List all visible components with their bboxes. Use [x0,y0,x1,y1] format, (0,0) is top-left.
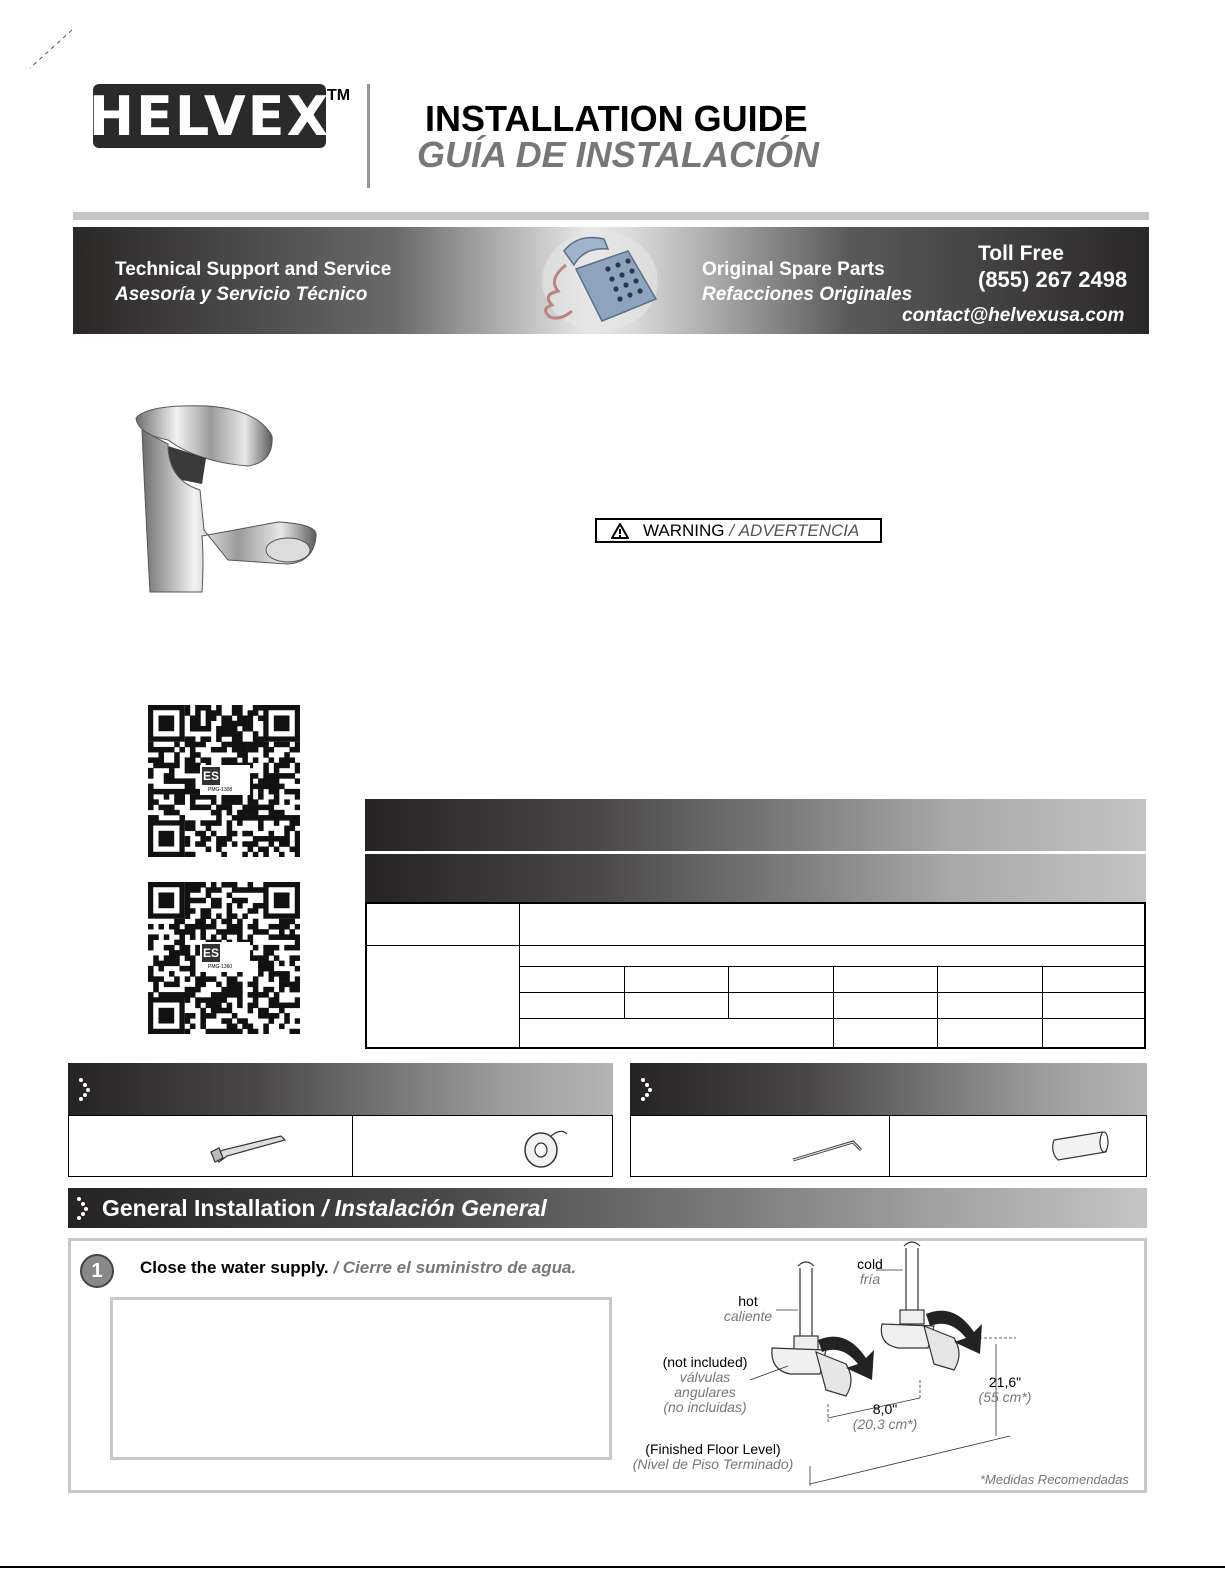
cold-label [845,1257,895,1287]
header-divider [367,84,370,188]
valves-label-es-3: (no incluidas) [663,1399,747,1415]
qr-badge [200,765,250,795]
tools-header [68,1063,613,1115]
included-parts-panel [630,1063,1147,1177]
trademark: TM [327,87,351,104]
part-cell-allen-key [631,1116,890,1176]
step-1-instruction [140,1258,576,1278]
sleeve-part-icon [1050,1128,1112,1164]
valves-label-es-1: válvulas [679,1369,731,1385]
support-label-en: Technical Support and Service [115,259,392,280]
es-badge-text: ES [202,769,219,783]
phone-number[interactable]: (855) 267 2498 [978,267,1128,292]
teflon-tape-icon [521,1126,569,1170]
cold-label-es: fría [859,1271,881,1287]
valves-label [655,1355,755,1415]
bullet-dots-icon [76,1196,90,1220]
step-1-note-box [110,1297,612,1460]
general-installation-separator: / [315,1194,335,1221]
floor-level-en: (Finished Floor Level) [645,1441,781,1457]
page-title-es: GUÍA DE INSTALACIÓN [417,134,819,175]
valves-label-es-2: angulares [674,1384,736,1400]
helvex-logo [88,84,331,148]
part-cell-sleeve [890,1116,1146,1176]
spec-table [365,902,1146,1049]
hot-label [718,1294,778,1324]
step-number-badge: 1 [80,1254,114,1288]
tools-required-panel [68,1063,613,1177]
email-link[interactable]: contact@helvexusa.com [902,305,1125,326]
toll-free-label: Toll Free [978,242,1064,265]
warning-separator: / [724,520,739,540]
width-dimension [840,1402,930,1432]
spec-header-1 [365,799,1146,851]
qr-code-1[interactable] [148,705,300,862]
warning-triangle-icon [611,523,629,539]
parts-header [630,1063,1147,1115]
tool-cell-wrench [69,1116,353,1176]
bullet-dots-icon [640,1077,654,1101]
qr-code-2[interactable] [148,882,300,1039]
corner-cut-mark [28,28,74,70]
parts-label-es: Refacciones Originales [702,284,913,305]
hot-label-en: hot [738,1293,758,1309]
faucet-product-image [128,400,328,600]
telephone-icon [538,229,658,333]
qr-caption: PMG-1360 [208,964,233,970]
tools-row [68,1115,613,1177]
general-installation-title-es: Instalación General [334,1194,547,1221]
qr-caption: PMG-1308 [208,787,233,793]
height-dimension-en: 21,6" [988,1374,1022,1390]
tool-cell-tape [353,1116,612,1176]
step-1-text-en: Close the water supply. [140,1258,329,1277]
general-installation-header [68,1188,1147,1228]
allen-key-icon [791,1130,863,1164]
hot-label-es: caliente [723,1308,773,1324]
page-bottom-rule [0,1566,1225,1568]
qr-badge [200,942,250,972]
parts-row [630,1115,1147,1177]
warning-label-en: WARNING [643,520,725,540]
recommended-measures-note: *Medidas Recomendadas [980,1472,1129,1487]
cold-label-en: cold [857,1256,883,1272]
es-badge-text: ES [202,946,219,960]
parts-label-en: Original Spare Parts [702,259,885,280]
height-dimension [975,1375,1035,1405]
floor-level-label [628,1442,798,1472]
header-rule [73,212,1149,220]
logo-text: HELVEX [88,84,331,148]
bullet-dots-icon [78,1077,92,1101]
height-dimension-es: (55 cm*) [978,1389,1032,1405]
warning-label-es: ADVERTENCIA [738,520,860,540]
spec-header-2 [365,854,1146,902]
valves-label-en: (not included) [662,1354,748,1370]
support-label-es: Asesoría y Servicio Técnico [115,284,368,305]
adjustable-wrench-icon [209,1130,289,1164]
warning-box [595,518,882,543]
page-title: INSTALLATION GUIDE [425,98,808,139]
step-1-text-es: / Cierre el suministro de agua. [333,1258,577,1277]
width-dimension-es: (20,3 cm*) [852,1416,918,1432]
width-dimension-en: 8,0" [872,1401,898,1417]
general-installation-title-en: General Installation [102,1194,316,1221]
floor-level-es: (Nivel de Piso Terminado) [632,1456,794,1472]
